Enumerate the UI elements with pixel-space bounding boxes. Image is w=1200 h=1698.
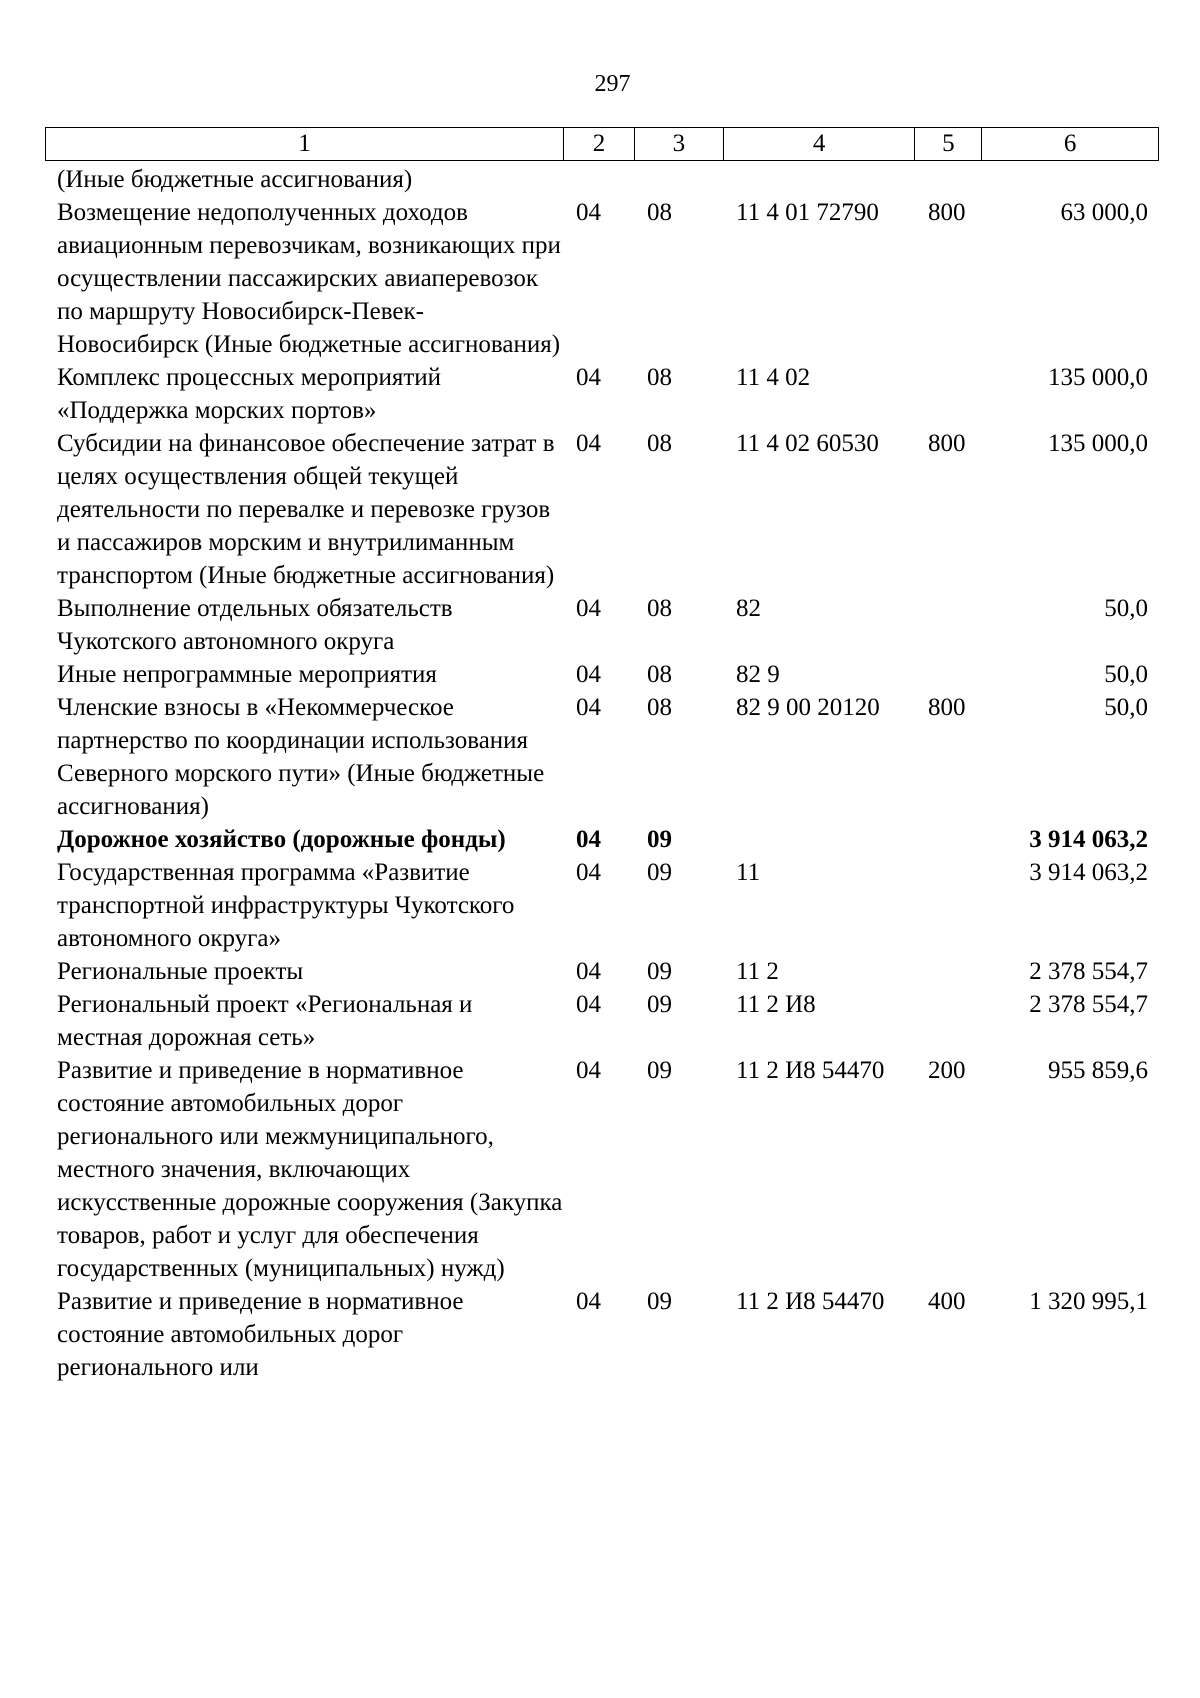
row-section: 04 <box>576 859 601 886</box>
table-row <box>45 592 1159 658</box>
table-row <box>45 856 1159 955</box>
row-name: Членские взносы в «Некоммерческое партнерство по координации использования Северного морского пути» (Иные бюджетные ассигнования) <box>57 694 545 820</box>
row-expense-type <box>916 658 983 691</box>
page-number: 297 <box>594 71 631 97</box>
row-subsection: 08 <box>647 199 672 226</box>
row-target-article <box>724 823 916 856</box>
row-subsection: 08 <box>647 661 672 688</box>
table-row <box>45 1285 1159 1384</box>
row-name: Субсидии на финансовое обеспечение затрат в целях осуществления общей текущей деятельности по перевалке и перевозке грузов и пассажиров морским и внутрилиманным транспортом (Иные бюджетные ассигнования) <box>57 430 555 589</box>
row-target-article: 82 <box>736 595 761 622</box>
header-col-1: 1 <box>46 128 564 160</box>
row-name: (Иные бюджетные ассигнования) <box>57 166 413 193</box>
row-target-article: 82 9 <box>736 661 780 688</box>
row-section: 04 <box>576 364 601 391</box>
row-expense-type <box>916 592 983 658</box>
row-target-article: 11 4 02 <box>736 364 811 391</box>
row-amount: 2 378 554,7 <box>1029 958 1148 985</box>
row-name: Региональные проекты <box>57 958 304 985</box>
row-amount: 955 859,6 <box>1048 1057 1148 1084</box>
row-name: Региональный проект «Региональная и местная дорожная сеть» <box>57 991 473 1051</box>
row-amount: 1 320 995,1 <box>1029 1288 1148 1315</box>
row-section: 04 <box>576 430 601 457</box>
row-amount: 50,0 <box>1104 694 1148 721</box>
row-name: Развитие и приведение в нормативное состояние автомобильных дорог регионального или <box>57 1288 464 1381</box>
row-subsection: 08 <box>647 364 672 391</box>
table-row <box>45 1054 1159 1285</box>
table-row <box>45 658 1159 691</box>
header-col-6: 6 <box>1063 130 1077 157</box>
row-expense-type: 800 <box>928 430 966 457</box>
row-subsection: 08 <box>647 694 672 721</box>
table-row <box>45 361 1159 427</box>
row-target-article: 11 2 <box>736 958 779 985</box>
row-expense-type: 800 <box>928 694 966 721</box>
row-section: 04 <box>576 1288 601 1315</box>
row-name: Возмещение недополученных доходов авиационным перевозчикам, возникающих при осуществлении пассажирских авиаперевозок по маршруту Новосибирск-Певек-Новосибирск (Иные бюджетные ассигнования) <box>57 199 561 358</box>
row-name: Дорожное хозяйство (дорожные фонды) <box>57 826 506 853</box>
row-expense-type <box>916 823 983 856</box>
row-amount: 135 000,0 <box>1048 430 1148 457</box>
row-amount: 3 914 063,2 <box>1029 859 1148 886</box>
table-row <box>45 163 1159 196</box>
row-target-article: 82 9 00 20120 <box>736 694 880 721</box>
row-section <box>564 163 635 196</box>
row-section: 04 <box>576 991 601 1018</box>
row-section: 04 <box>576 958 601 985</box>
row-amount: 50,0 <box>1104 595 1148 622</box>
row-amount: 135 000,0 <box>1048 364 1148 391</box>
row-expense-type <box>916 988 983 1054</box>
row-subsection: 09 <box>647 859 672 886</box>
row-subsection: 08 <box>647 595 672 622</box>
header-col-3: 3 <box>635 128 724 160</box>
row-target-article: 11 <box>736 859 761 886</box>
row-expense-type <box>916 163 983 196</box>
row-amount: 3 914 063,2 <box>1029 826 1148 853</box>
row-name: Иные непрограммные мероприятия <box>57 661 437 688</box>
row-subsection: 08 <box>647 430 672 457</box>
row-subsection: 09 <box>647 1288 672 1315</box>
row-expense-type: 800 <box>928 199 966 226</box>
row-expense-type <box>916 955 983 988</box>
row-name: Выполнение отдельных обязательств Чукотского автономного округа <box>57 595 453 655</box>
row-expense-type <box>916 856 983 955</box>
row-target-article <box>724 163 916 196</box>
row-target-article: 11 2 И8 54470 <box>736 1057 885 1084</box>
header-col-5: 5 <box>915 128 982 160</box>
row-target-article: 11 2 И8 <box>736 991 816 1018</box>
row-subsection <box>635 163 724 196</box>
row-name: Развитие и приведение в нормативное состояние автомобильных дорог регионального или межмуниципального, местного значения, включающих искусственные дорожные сооружения (Закупка товаров, работ и услуг для обеспечения государственных (муниципальных) нужд) <box>57 1057 563 1282</box>
row-expense-type: 400 <box>928 1288 966 1315</box>
table-header <box>45 127 1159 161</box>
row-amount: 2 378 554,7 <box>1029 991 1148 1018</box>
row-section: 04 <box>576 694 601 721</box>
row-expense-type <box>916 361 983 427</box>
row-target-article: 11 4 01 72790 <box>736 199 879 226</box>
row-amount <box>983 163 1159 196</box>
row-subsection: 09 <box>647 826 672 853</box>
header-col-2: 2 <box>564 128 635 160</box>
row-target-article: 11 4 02 60530 <box>736 430 879 457</box>
row-expense-type: 200 <box>928 1057 966 1084</box>
row-subsection: 09 <box>647 1057 672 1084</box>
row-name: Государственная программа «Развитие транспортной инфраструктуры Чукотского автономного округа» <box>57 859 515 952</box>
table-row <box>45 691 1159 823</box>
row-name: Комплекс процессных мероприятий «Поддержка морских портов» <box>57 364 442 424</box>
table-row <box>45 955 1159 988</box>
table-row <box>45 427 1159 592</box>
table-row <box>45 988 1159 1054</box>
table-row <box>45 196 1159 361</box>
row-subsection: 09 <box>647 991 672 1018</box>
row-section: 04 <box>576 661 601 688</box>
row-section: 04 <box>576 595 601 622</box>
row-section: 04 <box>576 826 601 853</box>
row-section: 04 <box>576 199 601 226</box>
table-row-section-total <box>45 823 1159 856</box>
row-amount: 63 000,0 <box>1060 199 1148 226</box>
row-amount: 50,0 <box>1104 661 1148 688</box>
row-section: 04 <box>576 1057 601 1084</box>
header-col-4: 4 <box>724 128 916 160</box>
row-target-article: 11 2 И8 54470 <box>736 1288 885 1315</box>
table-body <box>45 163 1159 1384</box>
row-subsection: 09 <box>647 958 672 985</box>
